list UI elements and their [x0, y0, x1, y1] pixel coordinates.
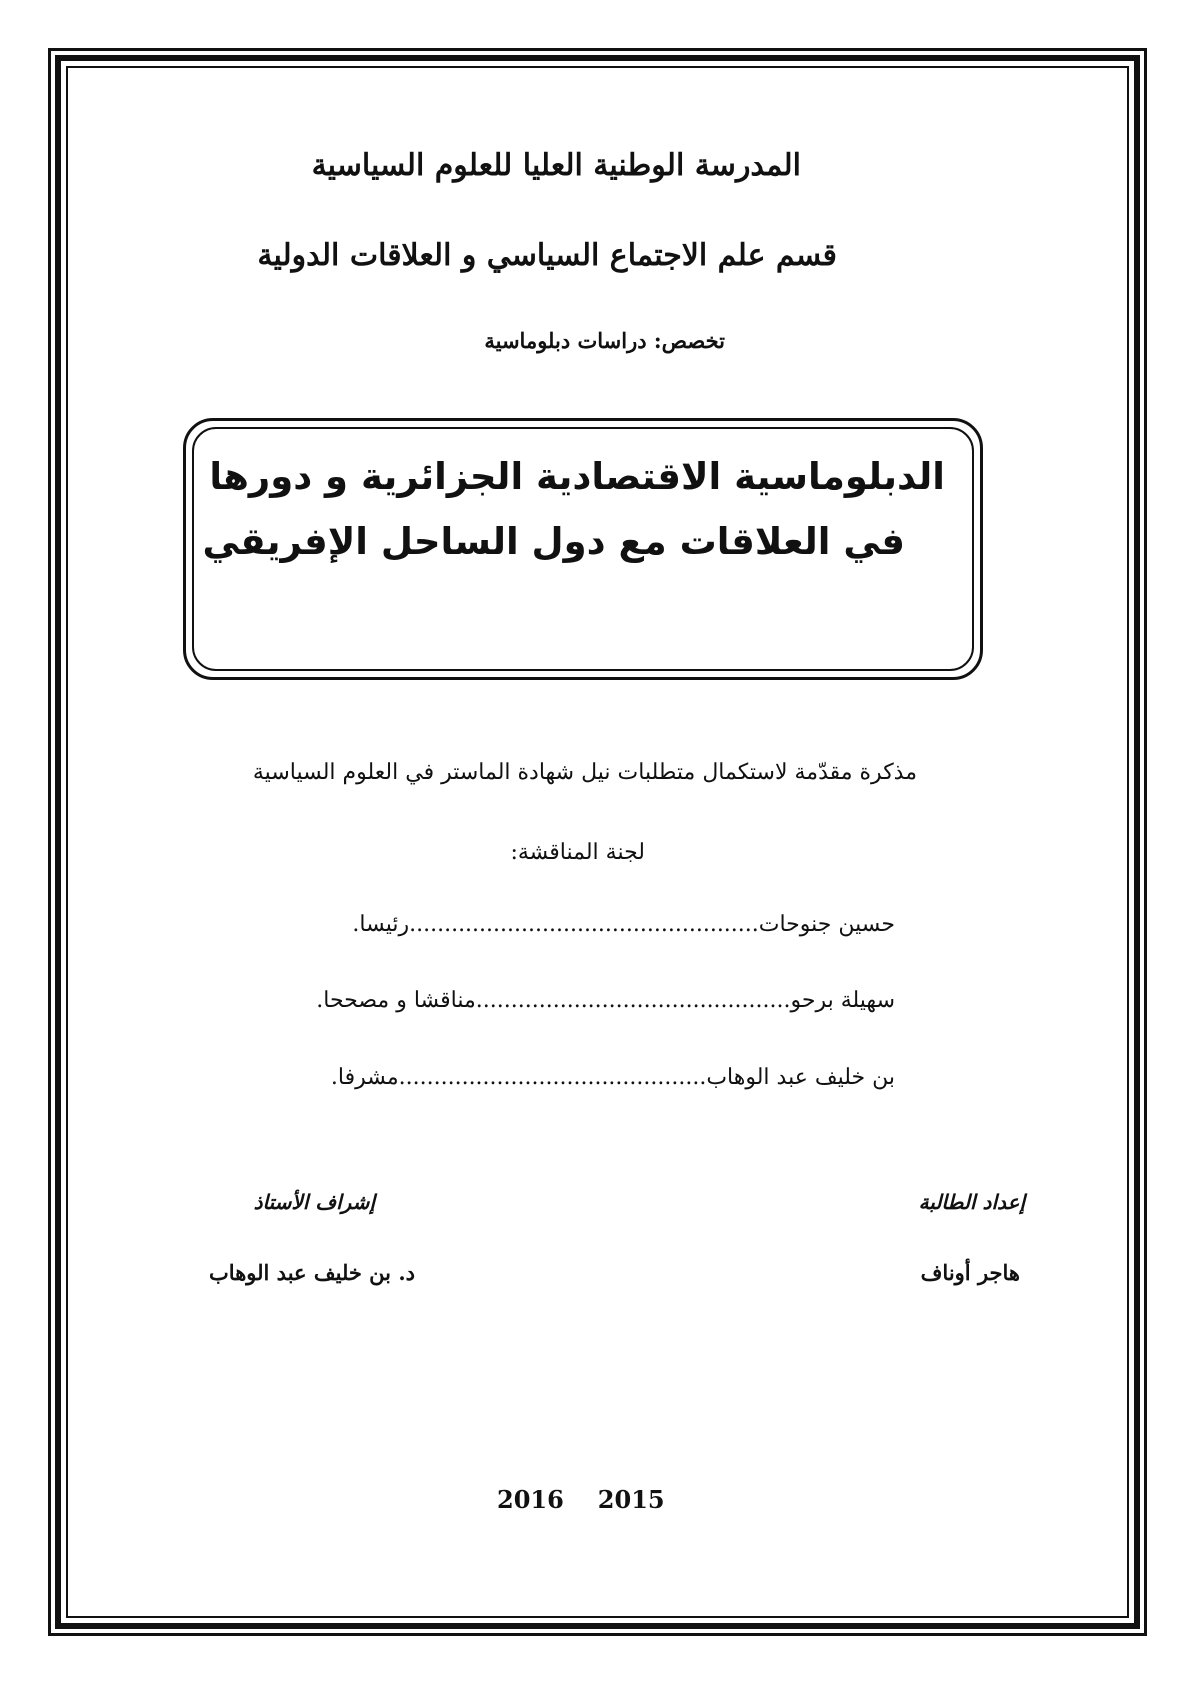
specialty: تخصص: دراسات دبلوماسية: [484, 328, 725, 353]
academic-years: [497, 1485, 665, 1514]
year-end: 2016: [497, 1485, 564, 1514]
supervisor-label: إشراف الأستاذ: [253, 1190, 375, 1214]
committee-member-supervisor: بن خليف عبد الوهاب............................................مشرفا.: [330, 1065, 895, 1090]
memo-statement: مذكرة مقدّمة لاستكمال متطلبات نيل شهادة الماستر في العلوم السياسية: [252, 760, 917, 785]
school-name: المدرسة الوطنية العليا للعلوم السياسية: [311, 148, 801, 183]
department-name: قسم علم الاجتماع السياسي و العلاقات الدولية: [257, 238, 837, 273]
thesis-title-line-1: الدبلوماسية الاقتصادية الجزائرية و دورها: [209, 455, 945, 498]
year-start: 2015: [597, 1485, 665, 1514]
supervisor-name: د. بن خليف عبد الوهاب: [209, 1260, 415, 1285]
committee-member-examiner: سهيلة برحو.............................................مناقشا و مصححا.: [316, 988, 895, 1013]
committee-label: لجنة المناقشة:: [510, 840, 645, 865]
thesis-title-line-2: في العلاقات مع دول الساحل الإفريقي: [202, 520, 905, 563]
student-label: إعداد الطالبة: [918, 1190, 1025, 1214]
student-name: هاجر أوناف: [920, 1260, 1020, 1285]
committee-member-president: حسين جنوحات..................................................رئيسا.: [352, 912, 895, 937]
